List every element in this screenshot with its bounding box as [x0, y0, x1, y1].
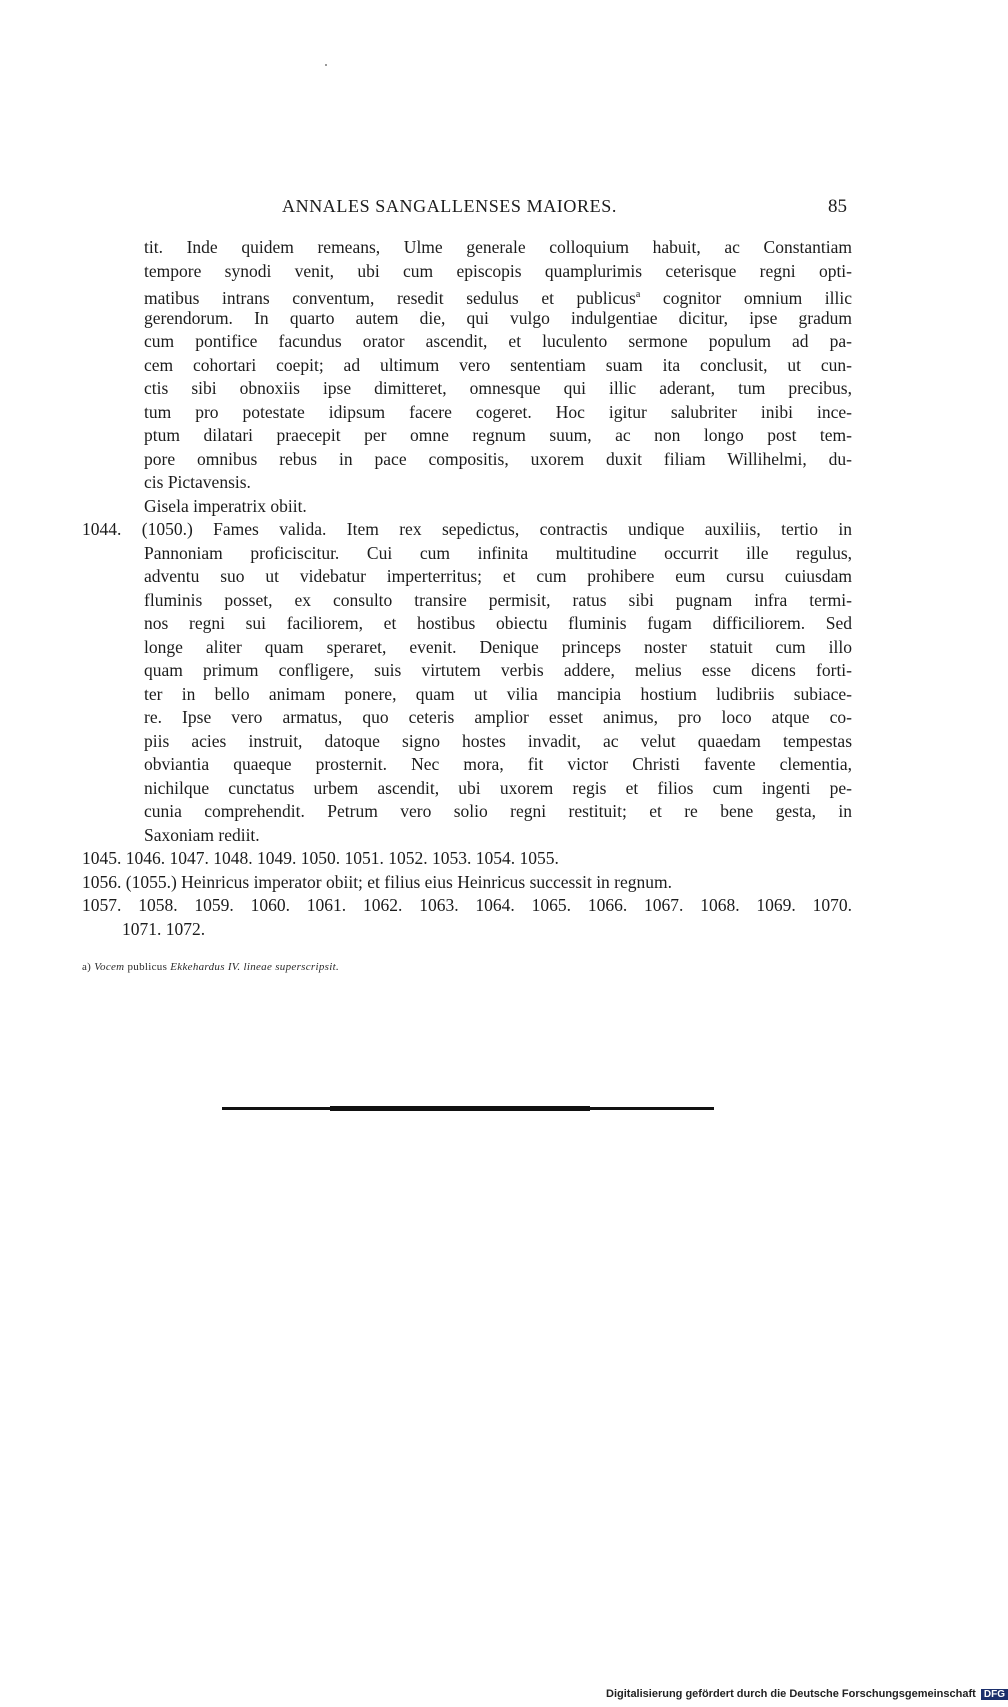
footnote-text: Ekkehardus IV. lineae superscripsit.: [170, 961, 339, 973]
text-line: Pannoniam proficiscitur. Cui cum infinita multitudine occurrit ille regulus,: [144, 542, 852, 563]
scan-speck: [325, 64, 327, 66]
text-line: [144, 283, 852, 307]
text-line: cem cohortari coepit; ad ultimum vero sententiam suam ita conclusit, ut cun-: [144, 354, 852, 375]
text-line: ctis sibi obnoxiis ipse dimitteret, omnesque qui illic aderant, tum precibus,: [144, 378, 852, 398]
page-number: 85: [828, 196, 847, 217]
text-line: tempore synodi venit, ubi cum episcopis quamplurimis ceterisque regni opti-: [144, 260, 852, 281]
text-line: gerendorum. In quarto autem die, qui vulgo indulgentiae dicitur, ipse gradum: [144, 307, 852, 328]
text-line: fluminis posset, ex consulto transire permisit, ratus sibi pugnam infra termi-: [144, 589, 852, 610]
text-line: quam primum confligere, suis virtutem verbis addere, melius esse dicens forti-: [144, 660, 852, 680]
text-line: piis acies instruit, datoque signo hostes invadit, ac velut quaedam tempestas: [144, 730, 852, 751]
year-list-line: 1057. 1058. 1059. 1060. 1061. 1062. 1063. 1064. 1065. 1066. 1067. 1068. 1069. 1070.: [82, 895, 852, 915]
footnote: [82, 961, 339, 973]
text-line: ter in bello animam ponere, quam ut vilia mancipia hostium ludibriis subiace-: [144, 683, 852, 704]
main-text: [82, 236, 852, 941]
digitization-credit: [606, 1688, 1008, 1700]
entry-line: [82, 871, 852, 895]
year-list-line: 1045. 1046. 1047. 1048. 1049. 1050. 1051. 1052. 1053. 1054. 1055.: [82, 848, 559, 868]
text-line: tit. Inde quidem remeans, Ulme generale colloquium habuit, ac Constantiam: [144, 237, 852, 257]
entry-line: [82, 518, 852, 542]
text-line: Saxoniam rediit.: [144, 824, 260, 845]
text-fragment: (1055.) Heinricus imperator obiit; et filius eius Heinricus successit in regnum.: [125, 871, 673, 892]
text-line: adventu suo ut videbatur imperterritus; et cum prohibere eum cursu cuiusdam: [144, 566, 852, 586]
footnote-label: a): [82, 961, 92, 973]
footnote-text: publicus: [127, 961, 168, 973]
text-line: obviantia quaeque prosternit. Nec mora, fit victor Christi favente clementia,: [144, 754, 852, 774]
text-line: pore omnibus rebus in pace compositis, uxorem duxit filiam Willihelmi, du-: [144, 448, 852, 469]
year-label: 1056.: [82, 871, 122, 892]
text-line: cis Pictavensis.: [144, 472, 251, 492]
footnote-text: Vocem: [94, 961, 125, 973]
text-line: cunia comprehendit. Petrum vero solio regni restituit; et re bene gesta, in: [144, 801, 852, 821]
text-line: re. Ipse vero armatus, quo ceteris amplior esset animus, pro loco atque co-: [144, 707, 852, 727]
text-line: nichilque cunctatus urbem ascendit, ubi uxorem regis et filios cum ingenti pe-: [144, 777, 852, 798]
year-label: 1044.: [82, 519, 122, 539]
text-line: ptum dilatari praecepit per omne regnum suum, ac non longo post tem-: [144, 425, 852, 445]
text-fragment: cognitor omnium illic: [662, 287, 852, 308]
running-title: ANNALES SANGALLENSES MAIORES.: [282, 196, 617, 216]
text-line: tum pro potestate idipsum facere cogeret. Hoc igitur salubriter inibi ince-: [144, 401, 852, 422]
text-line: nos regni sui faciliorem, et hostibus obiectu fluminis fugam difficiliorem. Sed: [144, 613, 852, 633]
dfg-logo-badge: DFG: [981, 1689, 1008, 1700]
footnote-marker: a: [635, 289, 641, 300]
closing-rule-thick: [330, 1106, 590, 1111]
text-line: Gisela imperatrix obiit.: [144, 495, 307, 516]
text-fragment: (1050.) Fames valida. Item rex sepedictus, contractis undique auxiliis, tertio in: [141, 519, 853, 539]
text-line: longe aliter quam speraret, evenit. Denique princeps noster statuit cum illo: [144, 636, 852, 657]
text-fragment: matibus intrans conventum, resedit sedulus et publicus: [144, 287, 636, 308]
text-line: cum pontifice facundus orator ascendit, et luculento sermone populum ad pa-: [144, 331, 852, 351]
credit-text: Digitalisierung gefördert durch die Deutsche Forschungsgemeinschaft: [606, 1688, 976, 1700]
year-list-line: 1071. 1072.: [122, 918, 206, 939]
